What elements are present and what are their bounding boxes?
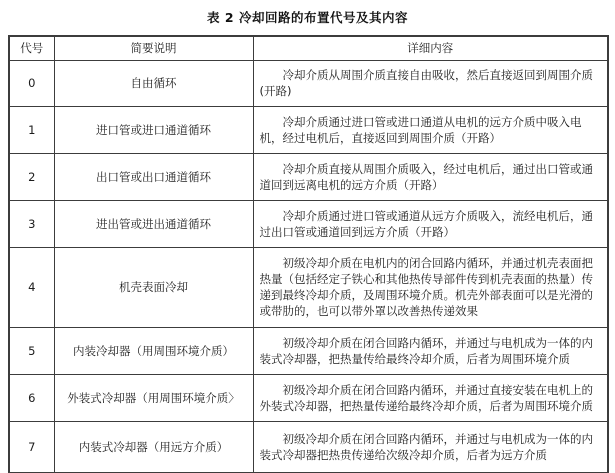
detail-cell: 初级冷却介质在闭合回路内循环，并通过与电机成为一体的内装式冷却器，把热量传给最终冷却介质，后者为周围环境介质 — [253, 327, 608, 374]
detail-cell: 冷却介质从周围介质直接自由吸收，然后直接返回到周围介质(开路) — [253, 60, 608, 106]
detail-cell: 冷却介质通过进口管或通道从远方介质吸入，流经电机后，通过出口管或通道回到远方介质（开路） — [253, 200, 608, 247]
header-detail: 详细内容 — [253, 36, 608, 60]
cooling-circuit-code-table — [8, 35, 609, 473]
code-cell: 0 — [9, 60, 54, 106]
code-cell: 5 — [9, 327, 54, 374]
table-row — [9, 421, 608, 473]
table-row — [9, 327, 608, 374]
code-cell: 3 — [9, 200, 54, 247]
detail-cell: 冷却介质通过进口管或进口通道从电机的远方介质中吸入电机，经过电机后，直接返回到周围介质（开路） — [253, 106, 608, 153]
detail-cell: 初级冷却介质在闭合回路内循环，并通过直接安装在电机上的外装式冷却器，把热量传递给最终冷却介质，后者为周围环境介质 — [253, 374, 608, 421]
code-cell: 7 — [9, 421, 54, 473]
table-row — [9, 153, 608, 200]
brief-cell: 进口管或进口通道循环 — [54, 106, 253, 153]
table-body — [9, 60, 608, 473]
code-cell: 1 — [9, 106, 54, 153]
table-row — [9, 106, 608, 153]
detail-cell: 初级冷却介质在电机内的闭合回路内循环，并通过机壳表面把热量（包括经定子铁心和其他热传导部件传到机壳表面的热量）传递到最终冷却介质，及周围环境介质。机壳外部表面可以是光滑的或带肋的，也可以带外罩以改善热传递效果 — [253, 247, 608, 327]
table-header — [9, 36, 608, 60]
brief-cell: 进出管或进出通道循环 — [54, 200, 253, 247]
code-cell: 6 — [9, 374, 54, 421]
brief-cell: 机壳表面冷却 — [54, 247, 253, 327]
table-title: 表 2 冷却回路的布置代号及其内容 — [207, 10, 408, 25]
code-cell: 4 — [9, 247, 54, 327]
header-brief: 简要说明 — [54, 36, 253, 60]
brief-cell: 出口管或出口通道循环 — [54, 153, 253, 200]
code-cell: 2 — [9, 153, 54, 200]
detail-cell: 冷却介质直接从周围介质吸入，经过电机后，通过出口管或通道回到远离电机的远方介质（开路） — [253, 153, 608, 200]
brief-cell: 自由循环 — [54, 60, 253, 106]
table-row — [9, 374, 608, 421]
brief-cell: 外装式冷却器（用周围环境介质〉 — [54, 374, 253, 421]
brief-cell: 内装冷却器（用周围环境介质） — [54, 327, 253, 374]
brief-cell: 内装式冷却器（用远方介质） — [54, 421, 253, 473]
header-code: 代号 — [9, 36, 54, 60]
table-row — [9, 200, 608, 247]
table-row — [9, 247, 608, 327]
header-row — [9, 36, 608, 60]
detail-cell: 初级冷却介质在闭合回路内循环，并通过与电机成为一体的内装式冷却器把热贵传递给次级冷却介质，后者为远方介质 — [253, 421, 608, 473]
table-row — [9, 60, 608, 106]
